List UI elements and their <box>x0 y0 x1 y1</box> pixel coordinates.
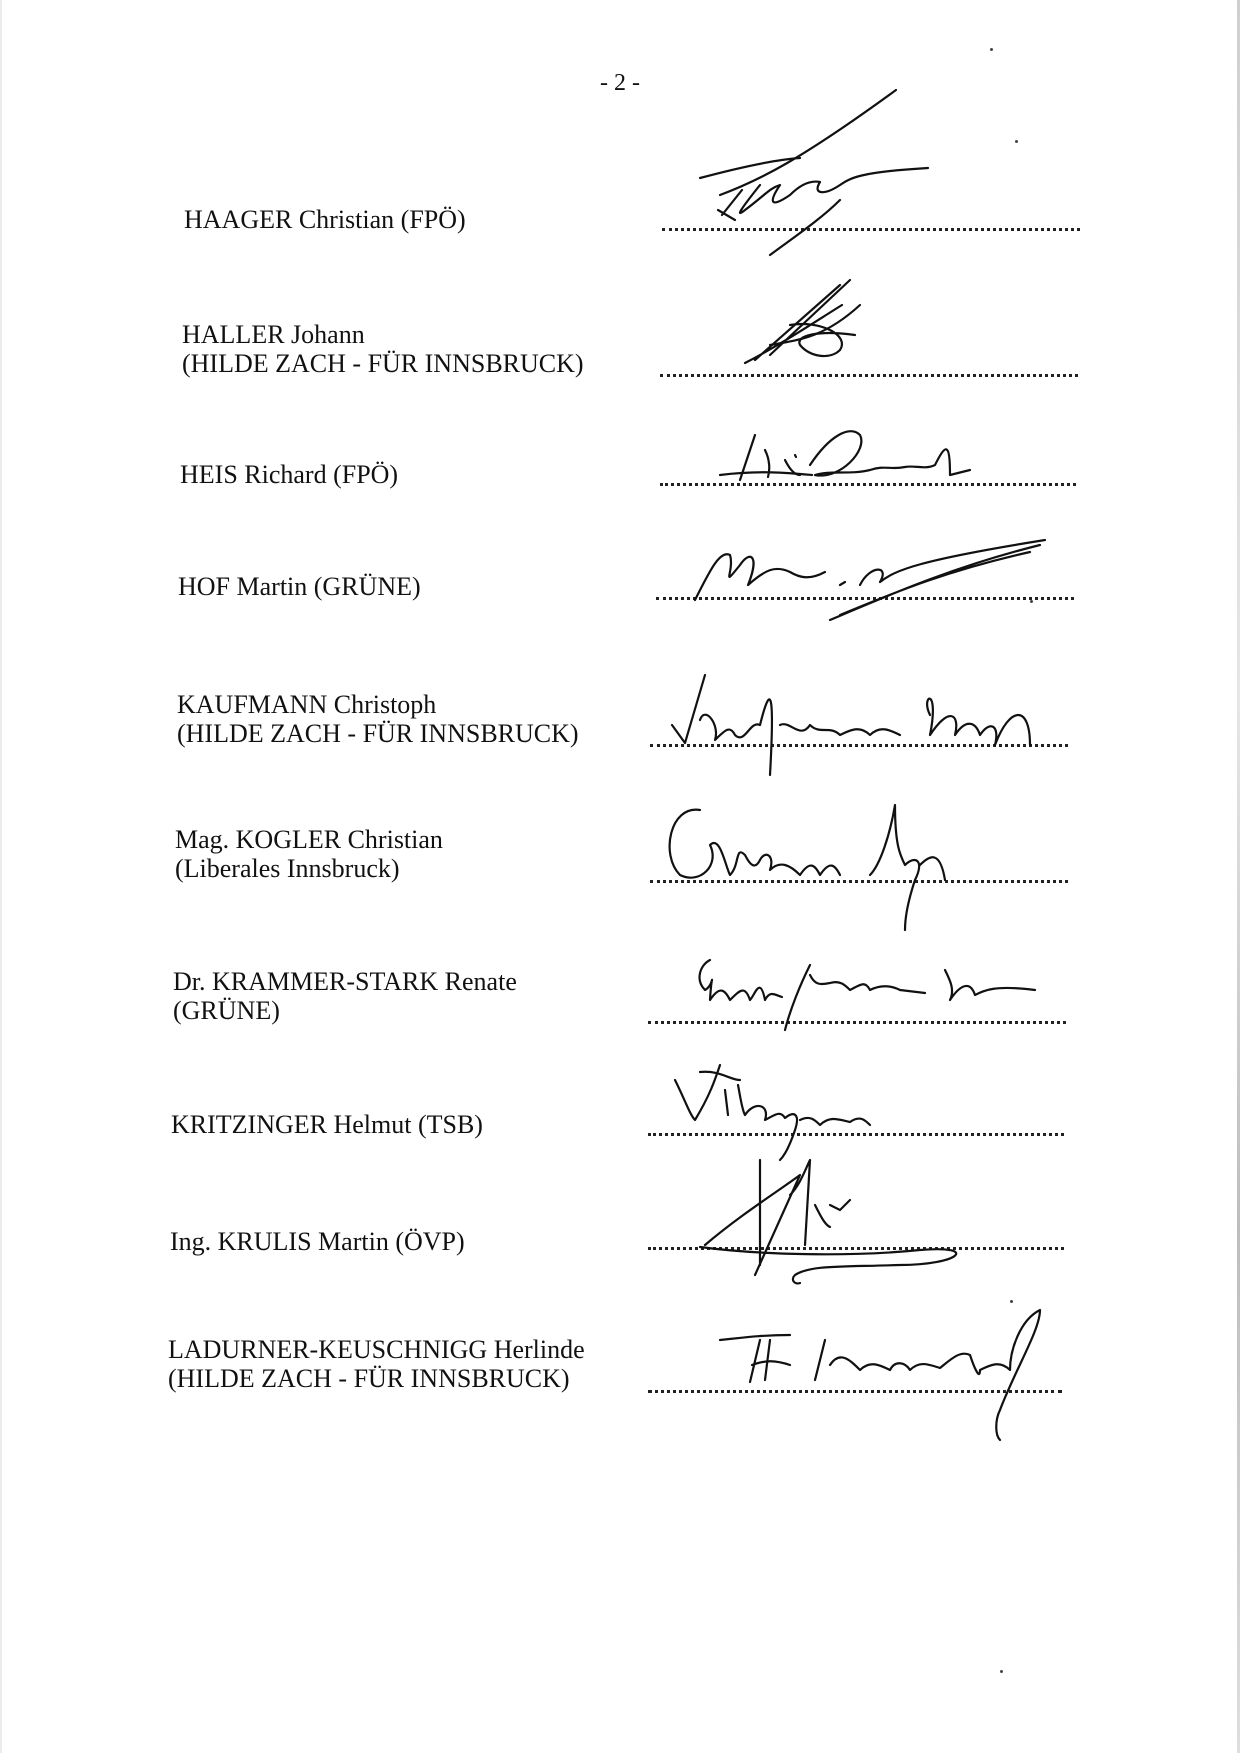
name-line: (HILDE ZACH - FÜR INNSBRUCK) <box>182 349 584 378</box>
signature-row <box>0 395 1240 525</box>
signature-row <box>0 510 1240 640</box>
name-line: Ing. KRULIS Martin (ÖVP) <box>170 1227 465 1256</box>
signature-image <box>0 265 1240 395</box>
signature-image <box>0 395 1240 525</box>
name-line: KAUFMANN Christoph <box>177 690 437 719</box>
signature-image <box>0 805 1240 935</box>
signature-image <box>0 510 1240 640</box>
signature-image <box>0 140 1240 270</box>
name-line: HALLER Johann <box>182 320 365 349</box>
name-line: HAAGER Christian (FPÖ) <box>184 205 466 234</box>
scan-speck <box>1010 1300 1013 1303</box>
name-line: (HILDE ZACH - FÜR INNSBRUCK) <box>168 1364 570 1393</box>
signature-image <box>0 1165 1240 1295</box>
scan-speck <box>1015 140 1018 143</box>
signature-image <box>0 945 1240 1075</box>
signature-row <box>0 1310 1240 1440</box>
signature-image <box>0 665 1240 795</box>
name-line: Mag. KOGLER Christian <box>175 825 443 854</box>
signature-row <box>0 1165 1240 1295</box>
name-line: HEIS Richard (FPÖ) <box>180 460 399 489</box>
name-line: HOF Martin (GRÜNE) <box>178 572 421 601</box>
signature-image <box>0 1310 1240 1440</box>
signature-row <box>0 140 1240 270</box>
name-line: (HILDE ZACH - FÜR INNSBRUCK) <box>177 719 579 748</box>
scan-speck <box>990 48 993 51</box>
name-line: LADURNER-KEUSCHNIGG Herlinde <box>168 1335 585 1364</box>
name-line: (Liberales Innsbruck) <box>175 854 400 883</box>
name-line: KRITZINGER Helmut (TSB) <box>171 1110 483 1139</box>
scan-speck <box>1030 600 1033 603</box>
signature-row <box>0 265 1240 395</box>
scan-speck <box>1000 1670 1003 1673</box>
name-line: Dr. KRAMMER-STARK Renate <box>173 967 517 996</box>
signature-row <box>0 665 1240 795</box>
signature-row <box>0 805 1240 935</box>
page-number: - 2 - <box>600 70 640 96</box>
name-line: (GRÜNE) <box>173 996 280 1025</box>
signature-row <box>0 945 1240 1075</box>
